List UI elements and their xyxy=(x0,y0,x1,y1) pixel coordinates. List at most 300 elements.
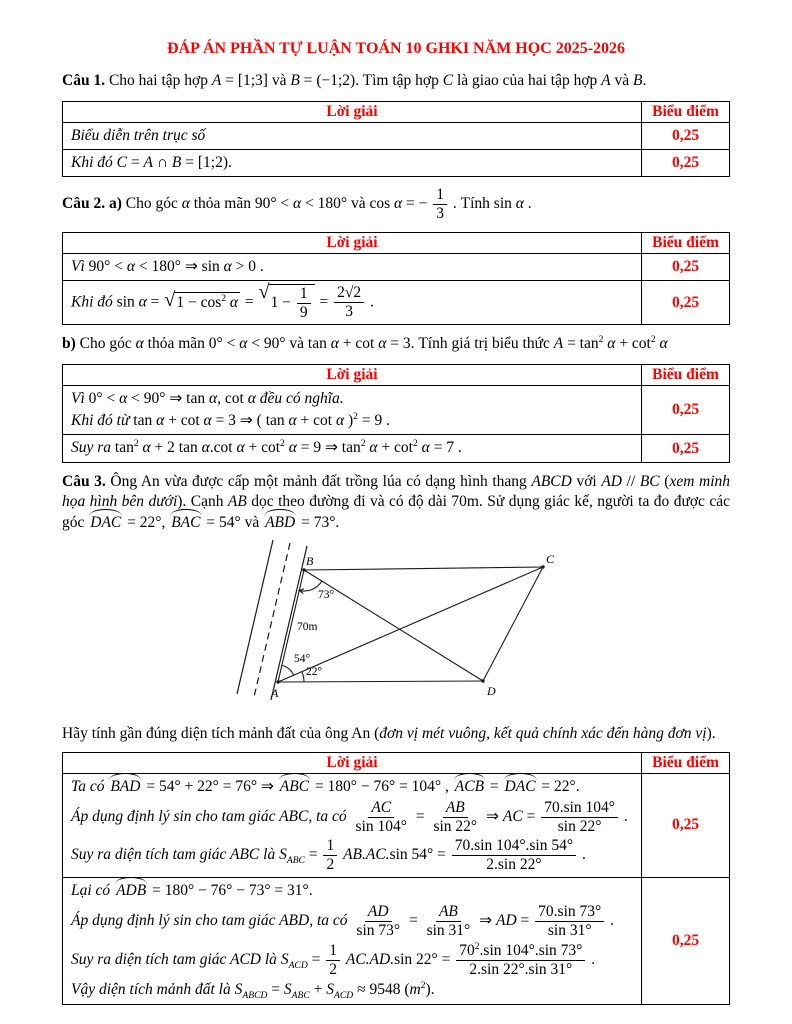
radical-sign: √ xyxy=(164,289,176,312)
text-run: > 0 . xyxy=(231,257,264,275)
text-run: S xyxy=(280,950,289,968)
text-run: b) xyxy=(62,335,76,353)
text-run: α xyxy=(203,412,212,430)
text-run: . xyxy=(523,194,532,212)
angle-label-73: 73° xyxy=(318,588,335,601)
solution-line xyxy=(71,836,633,875)
text-run: α xyxy=(229,294,239,312)
text-run: 2 xyxy=(360,438,366,450)
text-run: + cot xyxy=(244,439,281,457)
text-run: AB xyxy=(445,798,465,816)
text-run: . xyxy=(606,912,614,930)
text-run: B xyxy=(290,72,300,89)
text-run: Vậy diện tích mảnh đất là xyxy=(71,981,235,999)
table-row xyxy=(63,253,730,280)
denominator xyxy=(466,961,575,979)
vertex-dot-b xyxy=(302,568,305,571)
vertex-dot-a xyxy=(276,680,279,683)
text-run: α xyxy=(142,439,151,457)
text-run: = 54° và xyxy=(202,514,264,532)
solution-cell xyxy=(63,878,642,1005)
radicand xyxy=(269,284,315,322)
text-run: 1 − xyxy=(270,293,295,311)
solution-line xyxy=(71,256,633,278)
solution-cell xyxy=(63,122,642,149)
text-run: 2.sin 22°.sin 31° xyxy=(469,960,573,978)
text-run: α xyxy=(201,439,210,457)
text-run: B xyxy=(633,72,643,89)
text-run: sin 22° xyxy=(433,817,478,835)
text-run: = 9 ⇒ tan xyxy=(296,439,361,457)
fraction xyxy=(297,285,311,322)
text-run: . xyxy=(620,807,628,825)
text-run: AD xyxy=(601,472,622,490)
text-run: = xyxy=(405,912,422,930)
text-run: α xyxy=(288,412,297,430)
square-root xyxy=(258,280,315,322)
solution-line xyxy=(71,410,633,432)
text-run: = 180° − 76° = 104° , xyxy=(311,777,453,795)
fraction xyxy=(323,837,337,874)
numerator xyxy=(297,285,311,304)
text-run: = xyxy=(146,293,164,311)
text-run: ). xyxy=(706,724,716,742)
text-run: = xyxy=(307,950,325,968)
fraction xyxy=(334,284,364,321)
text-run: Hãy tính gần đúng diện tích mảnh đất của ông An ( xyxy=(62,724,380,742)
text-run: α xyxy=(126,257,135,275)
text-run: Áp dụng định lý sin cho tam giác ABD, ta có xyxy=(71,912,352,930)
score-cell: 0,25 xyxy=(642,773,730,877)
trapezoid-diagram xyxy=(226,538,566,713)
solution-cell xyxy=(63,773,642,877)
text-run: = xyxy=(411,807,429,825)
text-run: tan xyxy=(114,439,134,457)
text-run: 2 xyxy=(598,334,604,346)
answer-table-q3 xyxy=(62,752,730,1005)
solution-line xyxy=(71,798,633,837)
text-run: C xyxy=(442,72,454,89)
fraction xyxy=(541,799,618,836)
text-run: , cot xyxy=(217,390,248,408)
text-run: α xyxy=(135,335,144,353)
text-run: AB.AC. xyxy=(343,846,390,864)
question-3-ask-paragraph xyxy=(62,724,730,745)
text-run: = − xyxy=(402,194,432,212)
text-run: 0° < xyxy=(88,390,120,408)
text-run: = 7 . xyxy=(429,439,462,457)
text-run: = 73°. xyxy=(297,514,340,532)
text-run: thỏa mãn 90° < xyxy=(189,194,294,212)
text-run: Khi đó từ xyxy=(71,412,134,430)
text-run: sin 22° = xyxy=(394,950,455,968)
numerator xyxy=(541,799,618,818)
text-run: đơn vị mét vuông, kết quả chính xác đến hàng đơn vị xyxy=(379,724,707,742)
vertex-label-a: A xyxy=(271,685,279,700)
text-run: α xyxy=(288,439,297,457)
text-run: ) xyxy=(344,412,354,430)
text-run: sin 104° xyxy=(355,817,407,835)
solution-column-header: Lời giải xyxy=(63,232,642,253)
denominator xyxy=(424,922,474,940)
fraction xyxy=(430,799,480,836)
text-run: . xyxy=(642,72,647,89)
text-run: + xyxy=(309,981,327,999)
table-row xyxy=(63,149,730,176)
text-run: α xyxy=(394,194,403,212)
text-run: Khi đó xyxy=(71,153,117,171)
solution-cell xyxy=(63,386,642,435)
text-run: α xyxy=(209,390,218,408)
radical-sign: √ xyxy=(258,280,270,303)
text-run: A xyxy=(601,72,611,89)
denominator xyxy=(430,818,480,836)
text-run: α xyxy=(659,335,668,353)
text-run: Suy ra xyxy=(71,439,115,457)
length-label-70m: 70m xyxy=(297,620,318,633)
text-run: m xyxy=(409,981,421,999)
solution-column-header: Lời giải xyxy=(63,101,642,122)
denominator xyxy=(342,303,356,321)
text-run: AD xyxy=(496,912,517,930)
vertex-label-b: B xyxy=(306,553,314,568)
solution-line xyxy=(71,125,633,147)
text-run: Cho góc xyxy=(121,194,182,212)
text-run: α xyxy=(247,390,256,408)
text-run: ⇒ xyxy=(482,807,503,825)
numerator xyxy=(368,799,394,818)
score-column-header: Biểu điểm xyxy=(642,232,730,253)
text-run: Vì xyxy=(71,390,89,408)
fraction xyxy=(433,186,447,223)
text-run: α xyxy=(293,194,302,212)
text-run: = xyxy=(315,293,333,311)
table-row xyxy=(63,280,730,325)
table-header-row xyxy=(63,752,730,773)
document-title: ĐÁP ÁN PHẦN TỰ LUẬN TOÁN 10 GHKI NĂM HỌC 2025-2026 xyxy=(166,40,626,57)
text-run: sin 22° xyxy=(557,817,602,835)
text-run: α xyxy=(421,439,430,457)
text-run: Biểu diễn trên trục số xyxy=(71,126,206,144)
text-run: BAD xyxy=(110,777,140,797)
text-run: + cot xyxy=(377,439,413,457)
text-run: ACD xyxy=(288,959,308,971)
side-cd xyxy=(483,567,543,681)
question-3-paragraph xyxy=(62,472,730,534)
text-run: ⇒ xyxy=(475,912,496,930)
text-run: α xyxy=(239,335,248,353)
text-run: là giao của hai tập hợp xyxy=(453,72,602,89)
score-column-header: Biểu điểm xyxy=(642,752,730,773)
fraction xyxy=(535,903,604,940)
text-run: sin xyxy=(116,293,139,311)
text-run: AB xyxy=(227,493,247,511)
text-run: đều có nghĩa. xyxy=(255,390,344,408)
question-2b-paragraph xyxy=(62,334,730,355)
denominator xyxy=(326,961,340,979)
text-run: .sin 104°.sin 73° xyxy=(479,941,583,959)
text-run: ). Cạnh xyxy=(177,493,228,511)
score-column-header: Biểu điểm xyxy=(642,365,730,386)
table-header-row xyxy=(63,232,730,253)
text-run: = 3. Tính giá trị biểu thức xyxy=(386,335,554,353)
text-run: α xyxy=(138,293,147,311)
text-run: xem minh họa hình bên dưới xyxy=(62,472,730,511)
text-run: 1 xyxy=(329,941,337,959)
solution-column-header: Lời giải xyxy=(63,365,642,386)
text-run: = xyxy=(516,912,534,930)
solution-line xyxy=(71,280,633,323)
angle-arc-54 xyxy=(282,665,294,675)
text-run: α xyxy=(236,439,245,457)
text-run: 1 − cos xyxy=(176,294,222,312)
text-run: + 2 tan xyxy=(150,439,202,457)
diagonal-ac xyxy=(278,567,543,682)
solution-cell xyxy=(63,149,642,176)
text-run: α xyxy=(369,439,378,457)
denominator xyxy=(545,922,595,940)
text-run: Cho hai tập hợp xyxy=(105,72,212,89)
text-run: = 22°. xyxy=(537,777,580,795)
vertex-label-c: C xyxy=(546,551,555,566)
denominator xyxy=(297,304,311,322)
text-run: BC xyxy=(639,472,660,490)
text-run: ACB xyxy=(455,777,484,797)
denominator xyxy=(353,818,410,836)
numerator xyxy=(326,942,340,961)
table-row xyxy=(63,386,730,435)
score-cell: 0,25 xyxy=(642,435,730,462)
text-run: Áp dụng định lý sin cho tam giác ABC, ta có xyxy=(71,807,351,825)
solution-line xyxy=(71,941,633,980)
solution-line xyxy=(71,152,633,174)
text-run: α xyxy=(607,335,616,353)
text-run: A xyxy=(553,335,564,353)
solution-column-header: Lời giải xyxy=(63,752,642,773)
text-run: AD xyxy=(367,903,389,921)
text-run: A xyxy=(211,72,222,89)
text-run: = xyxy=(304,846,322,864)
text-run: 1 xyxy=(326,837,335,855)
score-cell: 0,25 xyxy=(642,149,730,176)
text-run: Suy ra diện tích tam giác ABC là xyxy=(71,846,280,864)
text-run: = xyxy=(486,777,503,795)
text-run: α xyxy=(119,390,128,408)
text-run: + cot xyxy=(164,412,204,430)
text-run: sin 73° xyxy=(356,922,401,940)
denominator xyxy=(483,856,544,874)
solution-cell xyxy=(63,280,642,325)
text-run: .cot xyxy=(209,439,237,457)
text-run: sin 31° xyxy=(426,922,471,940)
angle-arc-22 xyxy=(302,672,304,682)
solution-cell xyxy=(63,253,642,280)
text-run: Lại có xyxy=(71,882,115,900)
side-bc xyxy=(304,567,543,570)
text-run: DAC xyxy=(505,777,536,797)
side-ad xyxy=(278,681,483,682)
text-run: < 180° và cos xyxy=(301,194,395,212)
angle-label-54: 54° xyxy=(294,652,311,665)
text-run: ∩ xyxy=(152,153,172,171)
text-run: Ông An vừa được cấp một mảnh đất trồng lúa có dạng hình thang xyxy=(105,472,532,490)
answer-table-q2b xyxy=(62,364,730,462)
text-run: Suy ra diện tích tam giác ACD là xyxy=(71,950,281,968)
text-run: + cot xyxy=(615,335,651,353)
text-run: < 90° ⇒ tan xyxy=(127,390,209,408)
solution-cell xyxy=(63,435,642,462)
numerator xyxy=(456,942,585,961)
numerator xyxy=(452,837,576,856)
text-run: AC xyxy=(502,807,523,825)
solution-line xyxy=(71,776,633,798)
score-cell: 0,25 xyxy=(642,878,730,1005)
solution-line xyxy=(71,880,633,902)
text-run: 3 xyxy=(436,204,445,222)
text-run: 2√2 xyxy=(337,284,362,302)
text-run: 70 xyxy=(459,941,475,959)
text-run: = xyxy=(522,807,540,825)
trapezoid-figure xyxy=(62,538,730,718)
text-run: A xyxy=(143,153,153,171)
text-run: 2 xyxy=(420,980,426,992)
fraction xyxy=(353,903,403,940)
answer-table-q2a xyxy=(62,232,730,326)
text-run: 2 xyxy=(650,334,656,346)
text-run: S xyxy=(283,981,292,999)
text-run: Vì xyxy=(71,257,89,275)
solution-line xyxy=(71,979,633,1001)
text-run: ABC xyxy=(291,990,310,1002)
text-run: AC xyxy=(371,798,392,816)
text-run: ). xyxy=(425,981,435,999)
text-run: = tan xyxy=(563,335,599,353)
text-run: = [1;2). xyxy=(181,153,232,171)
solution-line xyxy=(71,902,633,941)
text-run: ABCD xyxy=(531,472,572,490)
text-run: = 9 . xyxy=(357,412,390,430)
text-run: + cot xyxy=(296,412,336,430)
text-run: 2 xyxy=(133,438,139,450)
text-run: Câu 1. xyxy=(62,72,106,89)
text-run: 3 xyxy=(345,303,353,321)
text-run: BAC xyxy=(171,513,200,534)
text-run: sin 54° = xyxy=(389,846,450,864)
text-run: = 22°, xyxy=(123,514,170,532)
table-row xyxy=(63,122,730,149)
solution-line xyxy=(71,437,633,459)
text-run: α xyxy=(181,194,190,212)
text-run: ≈ 9548 ( xyxy=(353,981,410,999)
vertex-dot-c xyxy=(541,565,544,568)
denominator xyxy=(353,922,403,940)
road-dashed-centerline xyxy=(254,543,290,697)
question-2a-paragraph xyxy=(62,186,730,223)
question-1-paragraph xyxy=(62,71,730,92)
score-column-header: Biểu điểm xyxy=(642,101,730,122)
text-run: α xyxy=(330,335,339,353)
text-run: ( xyxy=(659,472,670,490)
text-run: C xyxy=(116,153,127,171)
numerator xyxy=(433,186,447,205)
fraction xyxy=(456,942,585,979)
text-run: = 3 ⇒ ( tan xyxy=(211,412,289,430)
text-run: ACD xyxy=(334,990,354,1002)
denominator xyxy=(433,205,447,223)
text-run: DAC xyxy=(90,513,121,534)
text-run: sin 31° xyxy=(547,922,592,940)
vertex-dot-d xyxy=(481,679,484,682)
text-run: ADB xyxy=(116,881,146,901)
text-run: 1 xyxy=(299,284,308,302)
diagonal-bd xyxy=(304,570,483,681)
denominator xyxy=(323,856,337,874)
text-run: S xyxy=(326,981,335,999)
text-run: Câu 2. a) xyxy=(62,194,122,212)
text-run: 2 xyxy=(413,438,418,450)
score-cell: 0,25 xyxy=(642,280,730,325)
numerator xyxy=(535,903,604,922)
score-cell: 0,25 xyxy=(642,122,730,149)
text-run: với xyxy=(571,472,602,490)
text-run: ABC xyxy=(286,855,305,867)
table-row xyxy=(63,878,730,1005)
score-cell: 0,25 xyxy=(642,386,730,435)
text-run: 2 xyxy=(474,940,480,952)
table-header-row xyxy=(63,101,730,122)
fraction xyxy=(424,903,474,940)
table-header-row xyxy=(63,365,730,386)
text-run: . xyxy=(578,846,586,864)
text-run: 70.sin 104°.sin 54° xyxy=(454,837,574,855)
text-run: α xyxy=(223,257,232,275)
text-run: Câu 3. xyxy=(62,472,106,490)
text-run: + cot xyxy=(338,335,379,353)
text-run: 70.sin 73° xyxy=(538,903,602,921)
text-run: = 180° − 76° − 73° = 31°. xyxy=(148,882,313,900)
fraction xyxy=(353,799,410,836)
text-run: . xyxy=(366,293,374,311)
angle-label-22: 22° xyxy=(306,665,323,678)
text-run: α xyxy=(515,194,524,212)
text-run: 2 xyxy=(326,856,335,874)
text-run: B xyxy=(171,153,182,171)
text-run: ABCD xyxy=(242,990,268,1002)
score-cell: 0,25 xyxy=(642,253,730,280)
numerator xyxy=(443,799,468,818)
text-run: = xyxy=(241,293,258,311)
table-row xyxy=(63,773,730,877)
text-run: Cho góc xyxy=(75,335,136,353)
text-run: = 54° + 22° = 76° ⇒ xyxy=(142,777,278,795)
text-run: ABC xyxy=(280,777,309,797)
vertex-label-d: D xyxy=(487,683,496,698)
text-run: 70.sin 104° xyxy=(544,798,615,816)
text-run: AC.AD. xyxy=(345,950,395,968)
text-run: dọc theo đường đi và có độ dài 70m. Sử dụng giác kế, người ta đo được các góc xyxy=(62,493,730,532)
text-run: Ta có xyxy=(71,777,109,795)
text-run: 2 xyxy=(353,411,358,423)
numerator xyxy=(436,903,461,922)
text-run: 9 xyxy=(299,303,308,321)
text-run: = [1;3] và xyxy=(221,72,291,89)
text-run: α xyxy=(335,412,345,430)
denominator xyxy=(555,818,605,836)
text-run: 1 xyxy=(436,186,445,204)
text-run: Khi đó xyxy=(71,293,117,311)
answer-table-q1 xyxy=(62,101,730,177)
text-run: ABD xyxy=(265,513,295,534)
